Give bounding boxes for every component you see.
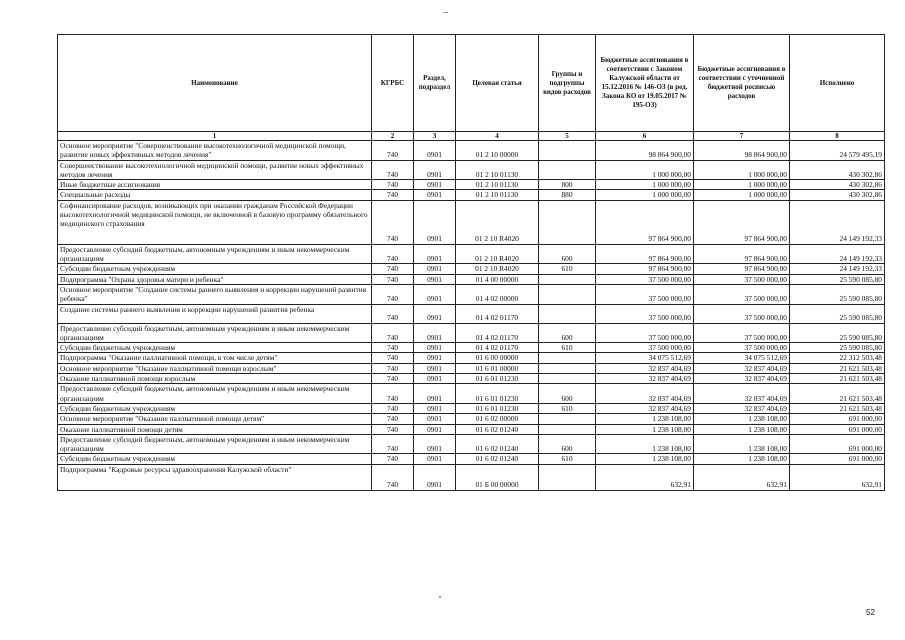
cell-kgrbs: 740 [372,200,414,244]
table-row [58,384,885,404]
cell-target: 01 4 02 01170 [456,323,539,343]
cell-target: 01 6 02 01240 [456,434,539,454]
cell-kgrbs: 740 [372,403,414,413]
cell-razdel: 0901 [414,284,456,304]
cell-schedule-amount: 97 864 900,00 [694,200,790,244]
cell-schedule-amount: 632,91 [694,464,790,490]
cell-name: Совершенствование высокотехнологичной медицинской помощи, развитие новых эффективных методов лечения [58,160,372,180]
cell-target: 01 4 00 00000 [456,274,539,284]
cell-razdel: 0901 [414,190,456,200]
cell-schedule-amount: 37 500 000,00 [694,304,790,323]
cell-name: Субсидии бюджетным учреждениям [58,264,372,274]
cell-razdel: 0901 [414,353,456,363]
cell-kgrbs: 740 [372,424,414,434]
cell-kgrbs: 740 [372,464,414,490]
table-row [58,414,885,424]
cell-razdel: 0901 [414,343,456,353]
table-row [58,190,885,200]
header-razdel: Раздел, подраздел [414,35,456,132]
cell-target: 01 6 01 01230 [456,384,539,404]
table-row [58,274,885,284]
cell-target: 01 2 10 R4020 [456,200,539,244]
header-celevaya: Целевая статья [456,35,539,132]
cell-law-amount: 34 075 512,69 [596,353,694,363]
cell-razdel: 0901 [414,454,456,464]
cell-executed-amount: 25 590 085,80 [790,323,885,343]
cell-expense-type: 600 [539,244,596,264]
cell-target: 01 6 02 01240 [456,424,539,434]
cell-name: Предоставление субсидий бюджетным, автономным учреждениям и иным некоммерческим организациям [58,244,372,264]
cell-name: Подпрограмма "Кадровые ресурсы здравоохранения Калужской области" [58,464,372,490]
cell-law-amount: 32 837 404,69 [596,403,694,413]
cell-executed-amount: 691 000,00 [790,454,885,464]
cell-expense-type [539,274,596,284]
table-row [58,363,885,373]
cell-expense-type [539,284,596,304]
cell-kgrbs: 740 [372,414,414,424]
cell-expense-type [539,160,596,180]
cell-razdel: 0901 [414,244,456,264]
cell-expense-type: 610 [539,343,596,353]
cell-kgrbs: 740 [372,284,414,304]
cell-law-amount: 37 500 000,00 [596,284,694,304]
table-row [58,323,885,343]
cell-target: 01 2 10 00000 [456,141,539,161]
cell-schedule-amount: 32 837 404,69 [694,374,790,384]
cell-kgrbs: 740 [372,343,414,353]
cell-name: Специальные расходы [58,190,372,200]
cell-target: 01 4 02 01170 [456,343,539,353]
cell-schedule-amount: 37 500 000,00 [694,284,790,304]
cell-kgrbs: 740 [372,363,414,373]
cell-expense-type: 600 [539,434,596,454]
cell-kgrbs: 740 [372,180,414,190]
cell-razdel: 0901 [414,403,456,413]
cell-name: Предоставление субсидий бюджетным, автономным учреждениям и иным некоммерческим организациям [58,434,372,454]
column-number-row [58,132,885,141]
budget-table [57,34,885,491]
cell-expense-type: 610 [539,454,596,464]
cell-name: Основное мероприятие "Совершенствование высокотехнологичной медицинской помощи, развитие новых эффективных методов лечения" [58,141,372,161]
cell-executed-amount: 430 302,86 [790,180,885,190]
cell-expense-type: 600 [539,323,596,343]
cell-executed-amount: 24 149 192,33 [790,244,885,264]
cell-expense-type [539,374,596,384]
cell-expense-type [539,424,596,434]
table-row [58,424,885,434]
cell-razdel: 0901 [414,464,456,490]
cell-executed-amount: 25 590 085,80 [790,343,885,353]
cell-name: Предоставление субсидий бюджетным, автономным учреждениям и иным некоммерческим организациям [58,384,372,404]
cell-executed-amount: 21 621 503,48 [790,403,885,413]
cell-target: 01 2 10 01130 [456,160,539,180]
cell-schedule-amount: 1 000 000,00 [694,160,790,180]
cell-schedule-amount: 1 000 000,00 [694,180,790,190]
cell-kgrbs: 740 [372,384,414,404]
cell-executed-amount: 21 621 503,48 [790,363,885,373]
cell-kgrbs: 740 [372,374,414,384]
cell-target: 01 4 02 00000 [456,284,539,304]
cell-executed-amount: 632,91 [790,464,885,490]
cell-law-amount: 97 864 900,00 [596,200,694,244]
cell-law-amount: 37 500 000,00 [596,274,694,284]
cell-razdel: 0901 [414,414,456,424]
col-number: 4 [456,132,539,141]
cell-kgrbs: 740 [372,141,414,161]
cell-executed-amount: 21 621 503,48 [790,384,885,404]
cell-executed-amount: 25 590 085,80 [790,304,885,323]
cell-target: 01 6 01 00000 [456,363,539,373]
cell-schedule-amount: 37 500 000,00 [694,343,790,353]
cell-expense-type: 880 [539,190,596,200]
table-row [58,160,885,180]
cell-law-amount: 32 837 404,69 [596,384,694,404]
cell-law-amount: 37 500 000,00 [596,343,694,353]
cell-name: Основное мероприятие "Создание системы раннего выявления и коррекции нарушений развития ребенка" [58,284,372,304]
cell-expense-type [539,464,596,490]
cell-expense-type [539,141,596,161]
table-row [58,180,885,190]
cell-target: 01 Б 00 00000 [456,464,539,490]
cell-executed-amount: 24 579 495,19 [790,141,885,161]
cell-name: Субсидии бюджетным учреждениям [58,343,372,353]
cell-name: Оказание паллиативной помощи детям [58,424,372,434]
cell-target: 01 6 02 01240 [456,454,539,464]
cell-law-amount: 1 238 108,00 [596,424,694,434]
header-zakon: Бюджетные ассигнования в соответствии с Законом Калужской области от 15.12.2016 № 146-ОЗ (в ред. Закона КО от 19.05.2017 № 195-ОЗ) [596,35,694,132]
cell-expense-type [539,363,596,373]
table-row [58,200,885,244]
cell-schedule-amount: 32 837 404,69 [694,363,790,373]
cell-name: Оказание паллиативной помощи взрослым [58,374,372,384]
cell-name: Субсидии бюджетным учреждениям [58,403,372,413]
cell-executed-amount: 22 312 503,48 [790,353,885,363]
cell-schedule-amount: 32 837 404,69 [694,384,790,404]
cell-razdel: 0901 [414,424,456,434]
cell-law-amount: 1 000 000,00 [596,180,694,190]
cell-executed-amount: 691 000,00 [790,424,885,434]
table-row [58,244,885,264]
cell-razdel: 0901 [414,200,456,244]
cell-name: Подпрограмма "Оказание паллиативной помощи, в том числе детям" [58,353,372,363]
col-number: 6 [596,132,694,141]
cell-kgrbs: 740 [372,353,414,363]
cell-kgrbs: 740 [372,323,414,343]
cell-name: Основное мероприятие "Оказание паллиативной помощи детям" [58,414,372,424]
cell-law-amount: 37 500 000,00 [596,304,694,323]
header-utoch: Бюджетные ассигнования в соответствии с уточненной бюджетной росписью расходов [694,35,790,132]
cell-razdel: 0901 [414,304,456,323]
cell-razdel: 0901 [414,141,456,161]
cell-schedule-amount: 1 238 108,00 [694,434,790,454]
table-row [58,374,885,384]
cell-expense-type: 610 [539,403,596,413]
cell-law-amount: 1 000 000,00 [596,190,694,200]
cell-razdel: 0901 [414,434,456,454]
cell-executed-amount: 25 590 085,80 [790,284,885,304]
cell-razdel: 0901 [414,264,456,274]
cell-target: 01 2 10 01130 [456,190,539,200]
cell-kgrbs: 740 [372,434,414,454]
cell-schedule-amount: 1 000 000,00 [694,190,790,200]
cell-schedule-amount: 1 238 108,00 [694,454,790,464]
header-vid: Группы и подгруппы видов расходов [539,35,596,132]
cell-expense-type [539,200,596,244]
col-number: 3 [414,132,456,141]
cell-expense-type: 800 [539,180,596,190]
cell-law-amount: 37 500 000,00 [596,323,694,343]
cell-expense-type: 600 [539,384,596,404]
cell-name: Субсидии бюджетным учреждениям [58,454,372,464]
cell-kgrbs: 740 [372,274,414,284]
cell-law-amount: 98 864 900,00 [596,141,694,161]
cell-expense-type: 610 [539,264,596,274]
table-row [58,454,885,464]
table-row [58,141,885,161]
col-number: 8 [790,132,885,141]
col-number: 1 [58,132,372,141]
page-number: 52 [866,608,875,617]
cell-executed-amount: 24 149 192,33 [790,200,885,244]
col-number: 7 [694,132,790,141]
cell-expense-type [539,353,596,363]
cell-name: Подпрограмма "Охрана здоровья матери и ребенка" [58,274,372,284]
cell-target: 01 6 01 01230 [456,374,539,384]
cell-schedule-amount: 1 238 108,00 [694,424,790,434]
table-row [58,353,885,363]
cell-target: 01 6 00 00000 [456,353,539,363]
cell-razdel: 0901 [414,363,456,373]
cell-razdel: 0901 [414,274,456,284]
cell-razdel: 0901 [414,374,456,384]
cell-kgrbs: 740 [372,264,414,274]
cell-kgrbs: 740 [372,304,414,323]
cell-target: 01 6 01 01230 [456,403,539,413]
cell-target: 01 6 02 00000 [456,414,539,424]
cell-name: Иные бюджетные ассигнования [58,180,372,190]
scan-mark [443,12,448,13]
cell-schedule-amount: 34 075 512,69 [694,353,790,363]
cell-schedule-amount: 97 864 900,00 [694,244,790,264]
cell-law-amount: 1 238 108,00 [596,434,694,454]
cell-razdel: 0901 [414,180,456,190]
cell-schedule-amount: 32 837 404,69 [694,403,790,413]
cell-name: Софинансирование расходов, возникающих при оказании гражданам Российской Федерации высокотехнологичной медицинской помощи, не включенной в базовую программу обязательного медицинского страхования [58,200,372,244]
col-number: 2 [372,132,414,141]
cell-name: Основное мероприятие "Оказание паллиативной помощи взрослым" [58,363,372,373]
cell-schedule-amount: 98 864 900,00 [694,141,790,161]
table-row [58,264,885,274]
cell-executed-amount: 430 302,86 [790,190,885,200]
table-row [58,304,885,323]
cell-law-amount: 1 238 108,00 [596,454,694,464]
cell-law-amount: 97 864 900,00 [596,244,694,264]
cell-law-amount: 32 837 404,69 [596,374,694,384]
cell-target: 01 2 10 R4020 [456,244,539,264]
cell-razdel: 0901 [414,160,456,180]
cell-name: Создание системы раннего выявления и коррекции нарушений развития ребенка [58,304,372,323]
cell-kgrbs: 740 [372,454,414,464]
table-row [58,403,885,413]
cell-schedule-amount: 97 864 900,00 [694,264,790,274]
cell-expense-type [539,304,596,323]
table-row [58,343,885,353]
cell-name: Предоставление субсидий бюджетным, автономным учреждениям и иным некоммерческим организациям [58,323,372,343]
cell-law-amount: 32 837 404,69 [596,363,694,373]
header-ispolneno: Исполнено [790,35,885,132]
cell-razdel: 0901 [414,323,456,343]
header-name: Наименование [58,35,372,132]
cell-executed-amount: 21 621 503,48 [790,374,885,384]
table-row [58,434,885,454]
cell-law-amount: 1 238 108,00 [596,414,694,424]
cell-kgrbs: 740 [372,190,414,200]
table-row [58,284,885,304]
cell-schedule-amount: 37 500 000,00 [694,323,790,343]
cell-law-amount: 97 864 900,00 [596,264,694,274]
table-header-row [58,35,885,132]
cell-kgrbs: 740 [372,244,414,264]
cell-schedule-amount: 37 500 000,00 [694,274,790,284]
table-body [58,141,885,491]
cell-schedule-amount: 1 238 108,00 [694,414,790,424]
cell-executed-amount: 691 000,00 [790,414,885,424]
cell-razdel: 0901 [414,384,456,404]
cell-executed-amount: 25 590 085,80 [790,274,885,284]
cell-target: 01 2 10 R4020 [456,264,539,274]
table-row [58,464,885,490]
cell-target: 01 2 10 01130 [456,180,539,190]
cell-executed-amount: 24 149 192,33 [790,264,885,274]
cell-kgrbs: 740 [372,160,414,180]
header-kgrbs: КГРБС [372,35,414,132]
cell-executed-amount: 430 302,86 [790,160,885,180]
cell-target: 01 4 02 01170 [456,304,539,323]
cell-law-amount: 1 000 000,00 [596,160,694,180]
col-number: 5 [539,132,596,141]
scan-mark [439,596,441,598]
cell-expense-type [539,414,596,424]
cell-law-amount: 632,91 [596,464,694,490]
cell-executed-amount: 691 000,00 [790,434,885,454]
